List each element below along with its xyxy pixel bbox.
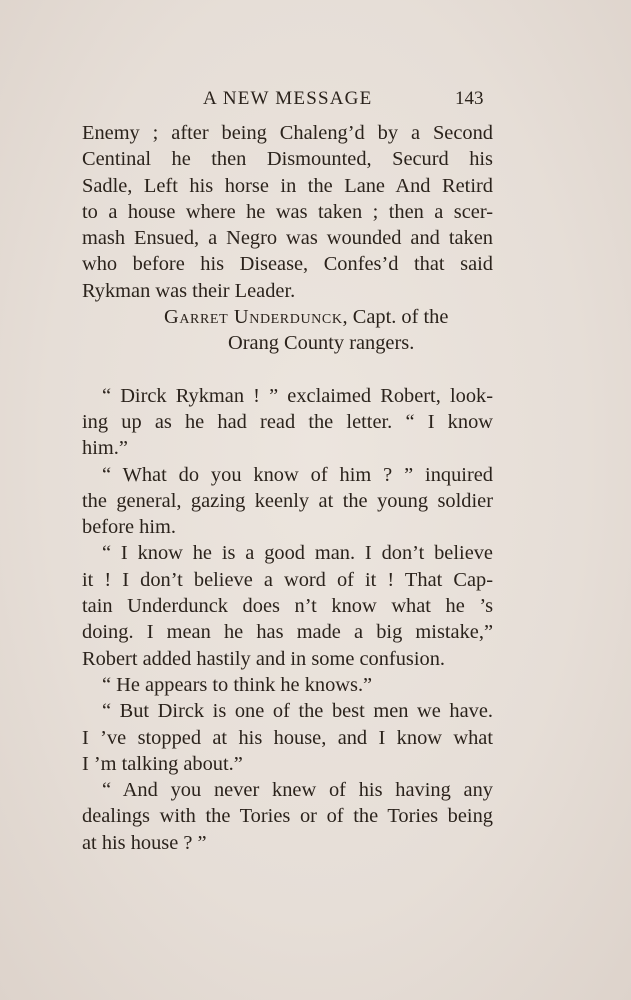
running-title: A NEW MESSAGE [203, 88, 373, 109]
body-text [82, 120, 493, 856]
text-line: doing. I mean he has made a big mistake,” [82, 621, 493, 644]
text-line: tain Underdunck does n’t know what he ’s [82, 595, 493, 618]
paragraph [82, 777, 493, 856]
signature-title: , Capt. of the [342, 306, 449, 329]
paragraph [82, 698, 493, 777]
text-line: “ And you never knew of his having any [102, 779, 493, 802]
text-line: at his house ? ” [82, 831, 207, 854]
text-line: I ’m talking about.” [82, 752, 243, 775]
paragraph [82, 462, 493, 541]
letter-excerpt [82, 120, 493, 357]
paragraph [82, 540, 493, 671]
paragraph [82, 672, 493, 698]
letter-signature [82, 304, 493, 330]
text-line: Robert added hastily and in some confusion. [82, 647, 445, 670]
text-line: “ Dirck Rykman ! ” exclaimed Robert, look- [102, 384, 493, 407]
text-line: to a house where he was taken ; then a scer- [82, 200, 493, 223]
text-line: the general, gazing keenly at the young soldier [82, 489, 493, 512]
signature-organization: Orang County rangers. [228, 332, 415, 355]
text-line: Sadle, Left his horse in the Lane And Retird [82, 174, 493, 197]
text-line: “ He appears to think he knows.” [102, 673, 373, 696]
text-line: who before his Disease, Confes’d that said [82, 253, 493, 276]
text-line: dealings with the Tories or of the Tories being [82, 805, 493, 828]
text-line: mash Ensued, a Negro was wounded and taken [82, 227, 493, 250]
text-line: Enemy ; after being Chaleng’d by a Second [82, 122, 493, 144]
text-line: Rykman was their Leader. [82, 279, 296, 302]
text-line: it ! I don’t believe a word of it ! That Cap- [82, 568, 493, 591]
text-line: Centinal he then Dismounted, Securd his [82, 148, 493, 171]
text-line: “ I know he is a good man. I don’t believe [102, 542, 493, 565]
text-line: “ But Dirck is one of the best men we have. [102, 700, 493, 723]
section-gap [82, 357, 493, 383]
page-number: 143 [455, 88, 484, 109]
text-line: “ What do you know of him ? ” inquired [102, 463, 493, 486]
text-line: before him. [82, 516, 176, 539]
text-line: I ’ve stopped at his house, and I know what [82, 726, 493, 749]
text-line: him.” [82, 437, 128, 460]
signature-name: Garret Underdunck [164, 306, 343, 329]
running-head [0, 84, 631, 114]
paragraph [82, 383, 493, 462]
text-line: ing up as he had read the letter. “ I know [82, 410, 493, 433]
